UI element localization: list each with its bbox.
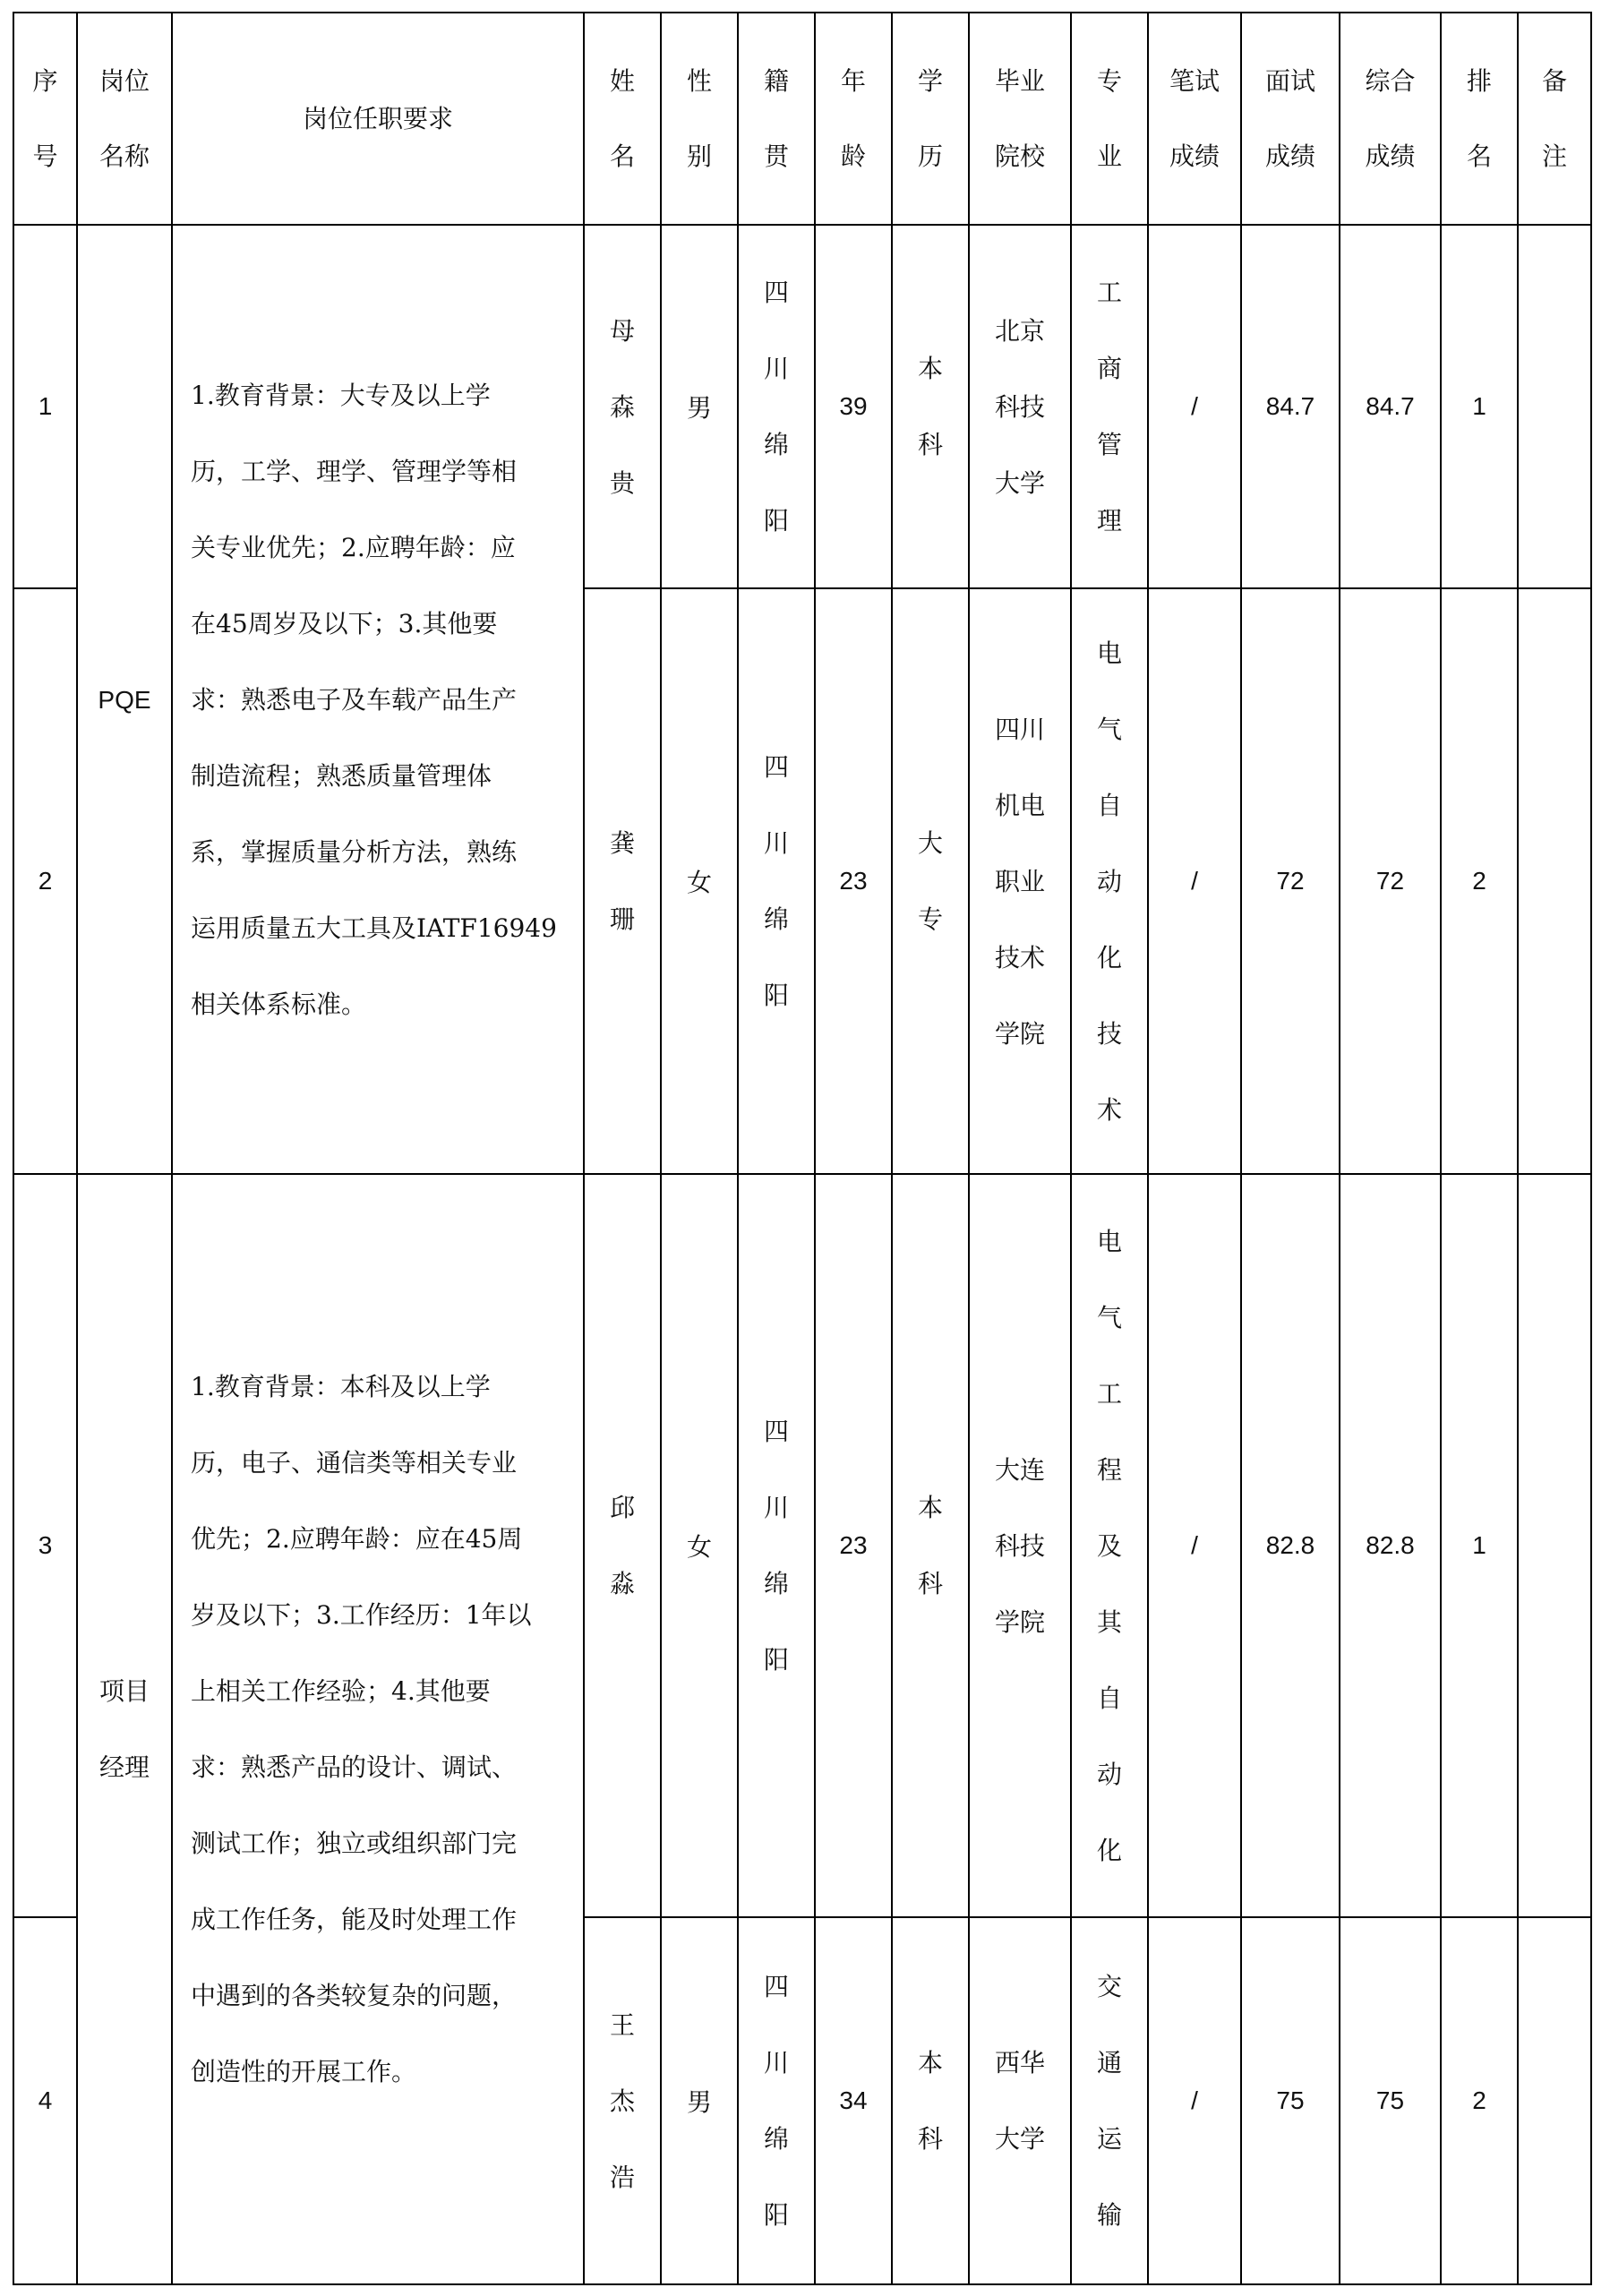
text-line: 毕业 [994,65,1045,96]
text-line: 名 [609,141,635,171]
text-line: 号 [32,141,58,171]
header-major [1071,13,1148,225]
text-line: 关专业优先；2.应聘年龄：应 [191,532,516,562]
gender-cell: 女 [661,1174,738,1917]
text-line: 电 [1096,638,1122,668]
text-line: 管 [1096,430,1122,459]
text-line: 机电 [994,790,1045,820]
total-score-cell: 72 [1340,588,1441,1174]
school-cell [969,1174,1071,1917]
header-native [738,13,815,225]
interview-score-cell: 82.8 [1241,1174,1340,1917]
text-line: 1.教育背景：本科及以上学 [191,1372,491,1401]
text-line: 四川 [994,714,1045,744]
written-score-cell: / [1148,588,1241,1174]
header-written [1148,13,1241,225]
text-line: 绵 [763,430,789,459]
text-line: 名称 [98,141,150,171]
header-school [969,13,1071,225]
text-line: 绵 [763,904,789,934]
text-line: 阳 [763,1645,789,1675]
note-cell [1518,1917,1591,2284]
text-line: 四 [763,1417,789,1446]
text-line: 自 [1096,1683,1122,1713]
age-cell: 34 [815,1917,892,2284]
seq-cell: 3 [13,1174,77,1917]
native-cell [738,1174,815,1917]
text-line: 程 [1096,1454,1122,1485]
education-cell [892,1917,969,2284]
text-line: 通 [1096,2048,1122,2078]
age-cell: 23 [815,588,892,1174]
seq-cell: 1 [13,225,77,588]
text-line: 成工作任务，能及时处理工作 [191,1905,518,1934]
text-line: 四 [763,278,789,307]
text-line: 系，掌握质量分析方法，熟练 [191,836,518,867]
text-line: 贵 [609,467,635,498]
text-line: 序 [32,65,58,96]
name-cell [584,225,661,588]
text-line: 技术 [994,942,1045,972]
header-position [77,13,172,225]
gender-cell: 男 [661,1917,738,2284]
text-line: 求：熟悉电子及车载产品生产 [191,684,518,715]
age-cell: 39 [815,225,892,588]
position-cell [77,1174,172,2284]
text-line: 川 [763,1493,789,1522]
text-line: 成绩 [1365,141,1416,171]
text-line: 电 [1096,1226,1122,1256]
text-line: 职业 [994,866,1045,896]
header-note [1518,13,1591,225]
text-line: 在45周岁及以下；3.其他要 [191,608,498,638]
text-line: 项目 [98,1677,150,1705]
text-line: 排 [1466,65,1492,96]
text-line: 历，工学、理学、管理学等相 [191,456,518,486]
text-line: 工 [1096,278,1122,307]
text-line: 成绩 [1169,141,1220,171]
text-line: 中遇到的各类较复杂的问题， [191,1981,518,2010]
text-line: 输 [1096,2200,1122,2230]
text-line: 性 [686,65,712,96]
text-line: 阳 [763,981,789,1010]
gender-cell: 女 [661,588,738,1174]
text-line: 籍 [763,65,789,96]
note-cell [1518,588,1591,1174]
major-cell [1071,588,1148,1174]
native-cell [738,1917,815,2284]
text-line: 贯 [763,141,789,171]
interview-score-cell: 72 [1241,588,1340,1174]
text-line: 业 [1096,141,1122,171]
school-cell [969,225,1071,588]
major-cell [1071,1917,1148,2284]
text-line: 及 [1096,1530,1122,1561]
text-line: 商 [1096,354,1122,383]
text-line: 工 [1096,1378,1122,1409]
rank-cell: 1 [1441,1174,1518,1917]
text-line: 本 [917,2048,943,2078]
recruitment-results-table [13,12,1592,2285]
header-gender [661,13,738,225]
rank-cell: 2 [1441,588,1518,1174]
text-line: 北京 [994,315,1045,346]
text-line: 大连 [994,1454,1045,1485]
header-requirements: 岗位任职要求 [172,13,584,225]
text-line: 成绩 [1264,141,1315,171]
text-line: 森 [609,391,635,422]
text-line: 技 [1096,1018,1122,1049]
requirements-cell [172,225,584,1174]
total-score-cell: 84.7 [1340,225,1441,588]
education-cell [892,1174,969,1917]
text-line: 王 [609,2009,635,2040]
text-line: 四 [763,1972,789,2001]
text-line: 母 [609,315,635,346]
text-line: 测试工作；独立或组织部门完 [191,1829,518,1858]
text-line: 川 [763,2048,789,2078]
text-line: 学院 [994,1018,1045,1049]
text-line: 制造流程；熟悉质量管理体 [191,760,492,791]
text-line: 化 [1096,1835,1122,1865]
education-cell [892,588,969,1174]
written-score-cell: / [1148,1174,1241,1917]
text-line: 科 [917,2124,943,2154]
text-line: 注 [1541,141,1567,171]
text-line: PQE [98,685,151,714]
text-line: 经理 [98,1753,150,1781]
text-line: 浩 [609,2162,635,2192]
text-line: 名 [1466,141,1492,171]
interview-score-cell: 75 [1241,1917,1340,2284]
text-line: 龄 [840,141,866,171]
text-line: 岁及以下；3.工作经历：1年以 [191,1600,532,1630]
header-name [584,13,661,225]
text-line: 年 [840,65,866,96]
text-line: 上相关工作经验；4.其他要 [191,1676,491,1706]
text-line: 科 [917,430,943,459]
text-line: 四 [763,752,789,782]
header-interview [1241,13,1340,225]
rank-cell: 1 [1441,225,1518,588]
school-cell [969,588,1071,1174]
text-line: 大学 [994,467,1045,498]
text-line: 科技 [994,1530,1045,1561]
text-line: 化 [1096,942,1122,972]
text-line: 绵 [763,2124,789,2154]
text-line: 姓 [609,65,635,96]
text-line: 大 [917,828,943,858]
text-line: 专 [1096,65,1122,96]
name-cell [584,1174,661,1917]
text-line: 岗位 [98,65,150,96]
major-cell [1071,1174,1148,1917]
text-line: 川 [763,828,789,858]
text-line: 气 [1096,714,1122,744]
note-cell [1518,225,1591,588]
total-score-cell: 75 [1340,1917,1441,2284]
interview-score-cell: 84.7 [1241,225,1340,588]
text-line: 邱 [609,1493,635,1522]
position-cell [77,225,172,1174]
major-cell [1071,225,1148,588]
education-cell [892,225,969,588]
text-line: 相关体系标准。 [191,989,367,1019]
text-line: 运用质量五大工具及IATF16949 [191,912,557,943]
seq-cell: 4 [13,1917,77,2284]
written-score-cell: / [1148,225,1241,588]
total-score-cell: 82.8 [1340,1174,1441,1917]
text-line: 1.教育背景：大专及以上学 [191,380,491,410]
text-line: 其 [1096,1606,1122,1637]
text-line: 院校 [994,141,1045,171]
text-line: 别 [686,141,712,171]
text-line: 专 [917,904,943,934]
gender-cell: 男 [661,225,738,588]
text-line: 绵 [763,1569,789,1598]
text-line: 川 [763,354,789,383]
school-cell [969,1917,1071,2284]
text-line: 笔试 [1169,65,1220,96]
text-line: 科 [917,1569,943,1598]
text-line: 淼 [609,1569,635,1598]
text-line: 大学 [994,2124,1045,2154]
text-line: 历，电子、通信类等相关专业 [191,1448,518,1478]
table-row [13,1174,1591,1917]
text-line: 学 [917,65,943,96]
text-line: 备 [1541,65,1567,96]
text-line: 自 [1096,790,1122,820]
name-cell [584,1917,661,2284]
text-line: 杰 [609,2086,635,2116]
age-cell: 23 [815,1174,892,1917]
text-line: 运 [1096,2124,1122,2154]
rank-cell: 2 [1441,1917,1518,2284]
header-row [13,13,1591,225]
name-cell [584,588,661,1174]
text-line: 术 [1096,1094,1122,1125]
text-line: 阳 [763,2200,789,2230]
text-line: 交 [1096,1972,1122,2001]
requirements-cell [172,1174,584,2284]
text-line: 面试 [1264,65,1315,96]
native-cell [738,225,815,588]
text-line: 历 [917,141,943,171]
text-line: 理 [1096,506,1122,535]
seq-cell: 2 [13,588,77,1174]
text-line: 创造性的开展工作。 [191,2057,417,2086]
note-cell [1518,1174,1591,1917]
text-line: 气 [1096,1302,1122,1332]
text-line: 求：熟悉产品的设计、调试、 [191,1752,518,1782]
text-line: 综合 [1365,65,1416,96]
table-row [13,225,1591,588]
header-total [1340,13,1441,225]
text-line: 优先；2.应聘年龄：应在45周 [191,1524,523,1554]
header-seq [13,13,77,225]
header-rank [1441,13,1518,225]
text-line: 科技 [994,391,1045,422]
text-line: 学院 [994,1606,1045,1637]
text-line: 动 [1096,1759,1122,1789]
header-age [815,13,892,225]
text-line: 龚 [609,828,635,858]
text-line: 阳 [763,506,789,535]
native-cell [738,588,815,1174]
written-score-cell: / [1148,1917,1241,2284]
text-line: 本 [917,354,943,383]
text-line: 本 [917,1493,943,1522]
text-line: 珊 [609,904,635,934]
text-line: 动 [1096,866,1122,896]
header-education [892,13,969,225]
text-line: 西华 [994,2048,1045,2078]
